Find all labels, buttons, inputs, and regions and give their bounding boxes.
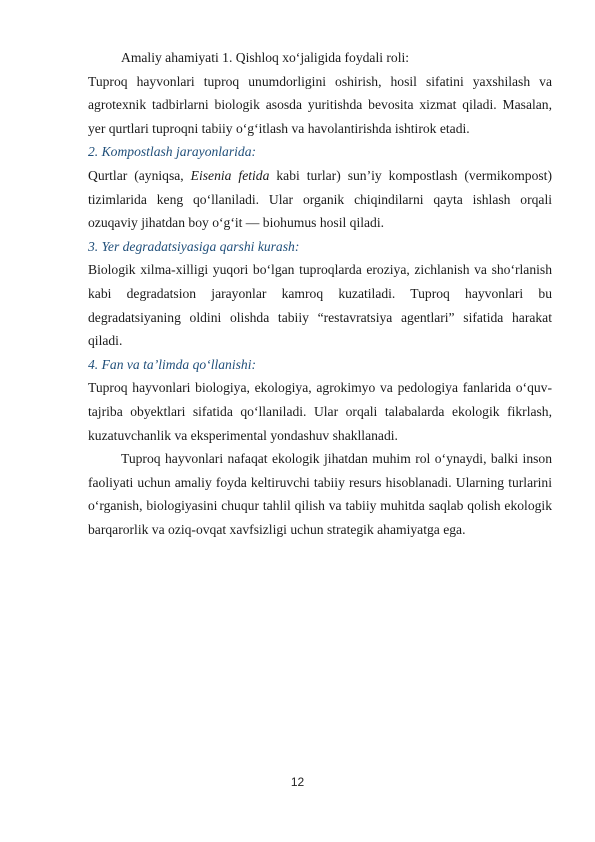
species-name: Eisenia fetida [190, 167, 270, 183]
paragraph-agriculture: Tuproq hayvonlari tuproq unumdorligini oshirish, hosil sifatini yaxshilash va agrotexnik tadbirlarni biologik asosda yuritishda bevosita xizmat qiladi. Masalan, yer qurtlari tuproqni tabiiy o‘g‘itlash va havolantirishda ishtirok etadi. [88, 73, 552, 136]
intro-heading: Amaliy ahamiyati 1. Qishloq xo‘jaligida foydali roli: [121, 50, 410, 65]
paragraph-conclusion: Tuproq hayvonlari nafaqat ekologik jihatdan muhim rol o‘ynaydi, balki inson faoliyati uchun amaliy foyda keltiruvchi tabiiy resurs hisoblanadi. Ularning turlarini o‘rganish, biologiyasini chuqur tahlil qilish va tabiiy muhitda saqlab qolish ekologik barqarorlik va oziq-ovqat xavfsizligi uchun strategik ahamiyatga ega. [88, 451, 552, 537]
paragraph-composting [88, 164, 552, 235]
paragraph-education: Tuproq hayvonlari biologiya, ekologiya, agrokimyo va pedologiya fanlarida o‘quv-tajriba obyektlari sifatida qo‘llaniladi. Ular orqali talabalarda ekologik fikrlash, kuzatuvchanlik va eksperimental yondashuv shakllanadi. [88, 380, 552, 443]
paragraph-composting-text-1: Qurtlar (ayniqsa, [88, 167, 191, 183]
paragraph-degradation: Biologik xilma-xilligi yuqori bo‘lgan tuproqlarda eroziya, zichlanish va sho‘rlanish kabi degradatsion jarayonlar kamroq kuzatiladi. Tuproq hayvonlari bu degradatsiyaning oldini olishda tabiiy “restavratsiya agentlari” sifatida harakat qiladi. [88, 262, 552, 349]
section-heading-education: 4. Fan va ta’limda qo‘llanishi: [88, 356, 257, 372]
paragraph-composting-text-2: kabi turlar) sun’iy kompostlash (vermikompost) tizimlarida keng qo‘llaniladi. Ular organik chiqindilarni qayta ishlash orqali ozuqaviy jihatdan boy o‘g‘it — biohumus hosil qiladi. [88, 167, 552, 231]
page-number: 12 [290, 775, 305, 789]
section-heading-composting: 2. Kompostlash jarayonlarida: [88, 144, 257, 160]
section-heading-degradation: 3. Yer degradatsiyasiga qarshi kurash: [88, 238, 300, 254]
document-body [88, 46, 552, 541]
